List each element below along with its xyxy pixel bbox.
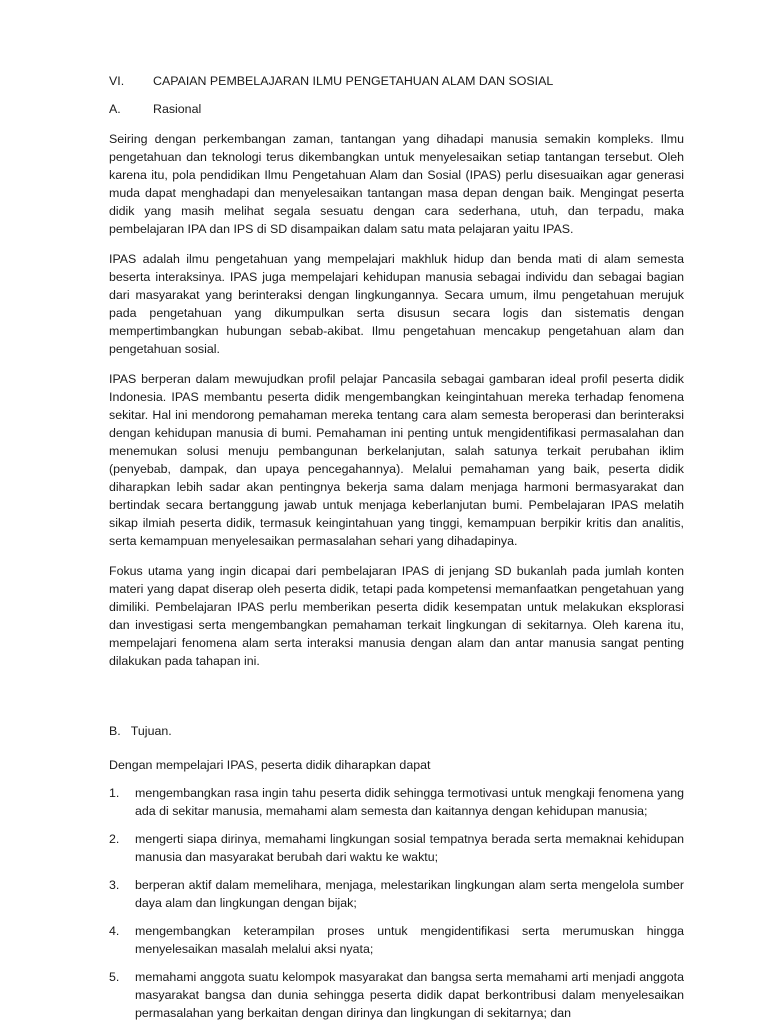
list-item — [109, 922, 684, 958]
paragraph-4: Fokus utama yang ingin dicapai dari pembelajaran IPAS di jenjang SD bukanlah pada jumlah konten materi yang dapat diserap oleh peserta didik, tetapi pada kompetensi memanfaatkan pengetahuan yang dimiliki. Pembelajaran IPAS perlu memberikan peserta didik kesempatan untuk melakukan eksplorasi dan investigasi serta mengembangkan pemahaman terkait lingkungan di sekitarnya. Oleh karena itu, mempelajari fenomena alam serta interaksi manusia dengan alam dan antar manusia sangat penting dilakukan pada tahapan ini. — [109, 564, 684, 668]
list-item-text: mengembangkan keterampilan proses untuk mengidentifikasi serta merumuskan hingga menyelesaikan masalah melalui aksi nyata; — [135, 924, 684, 956]
spacer — [109, 670, 684, 722]
list-item-number: 4. — [109, 924, 120, 938]
section-heading — [109, 72, 684, 90]
subsection-a-heading — [109, 100, 684, 118]
subsection-a-title: Rasional — [153, 102, 202, 116]
list-item — [109, 830, 684, 866]
paragraph-2: IPAS adalah ilmu pengetahuan yang mempelajari makhluk hidup dan benda mati di alam semesta beserta interaksinya. IPAS juga mempelajari kehidupan manusia sebagai individu dan sebagai bagian dari masyarakat yang berinteraksi dengan lingkungannya. Secara umum, ilmu pengetahuan merujuk pada pengetahuan yang dikumpulkan serta disusun secara logis dan sistematis dengan mempertimbangkan hubungan sebab-akibat. Ilmu pengetahuan mencakup pengetahuan alam dan pengetahuan sosial. — [109, 252, 684, 356]
goals-intro: Dengan mempelajari IPAS, peserta didik diharapkan dapat — [109, 758, 431, 772]
list-item-text: memahami anggota suatu kelompok masyarakat dan bangsa serta memahami arti menjadi anggota masyarakat bangsa dan dunia sehingga peserta didik dapat berkontribusi dalam menyelesaikan permasalahan yang berkaitan dengan dirinya dan lingkungan di sekitarnya; dan — [135, 970, 684, 1020]
list-item-number: 2. — [109, 832, 120, 846]
paragraph-3: IPAS berperan dalam mewujudkan profil pelajar Pancasila sebagai gambaran ideal profil peserta didik Indonesia. IPAS membantu peserta didik mengembangkan keingintahuan mereka terhadap fenomena sekitar. Hal ini mendorong pemahaman mereka tentang cara alam semesta beroperasi dan berinteraksi dengan kehidupan manusia di bumi. Pemahaman ini penting untuk mengidentifikasi permasalahan dan menemukan solusi menuju pembangunan berkelanjutan, salah satunya terkait perubahan iklim (penyebab, dampak, dan upaya pencegahannya). Melalui pemahaman yang baik, peserta didik diharapkan lebih sadar akan pentingnya bekerja sama dalam menjaga harmoni bermasyarakat dan bertindak secara bertanggung jawab untuk menjaga keberlanjutan bumi. Pembelajaran IPAS melatih sikap ilmiah peserta didik, termasuk keingintahuan yang tinggi, kemampuan berpikir kritis dan analitis, serta kemampuan menyelesaikan permasalahan sehari yang dihadapinya. — [109, 372, 684, 548]
section-title: CAPAIAN PEMBELAJARAN ILMU PENGETAHUAN ALAM DAN SOSIAL — [153, 74, 554, 88]
goals-list — [109, 784, 684, 1022]
list-item — [109, 784, 684, 820]
list-item-number: 3. — [109, 878, 120, 892]
list-item-text: berperan aktif dalam memelihara, menjaga, melestarikan lingkungan alam serta mengelola sumber daya alam dan lingkungan dengan bijak; — [135, 878, 684, 910]
list-item-number: 1. — [109, 786, 120, 800]
list-item-text: mengembangkan rasa ingin tahu peserta didik sehingga termotivasi untuk mengkaji fenomena yang ada di sekitar manusia, memahami alam semesta dan kaitannya dengan kehidupan manusia; — [135, 786, 684, 818]
subsection-a-number: A. — [109, 102, 121, 116]
list-item — [109, 968, 684, 1022]
list-item-text: mengerti siapa dirinya, memahami lingkungan sosial tempatnya berada serta memaknai kehidupan manusia dan masyarakat berubah dari waktu ke waktu; — [135, 832, 684, 864]
list-item — [109, 876, 684, 912]
section-number: VI. — [109, 74, 125, 88]
paragraph-1: Seiring dengan perkembangan zaman, tantangan yang dihadapi manusia semakin kompleks. Ilmu pengetahuan dan teknologi terus dikembangkan untuk menyelesaikan setiap tantangan tersebut. Oleh karena itu, pola pendidikan Ilmu Pengetahuan Alam dan Sosial (IPAS) perlu disesuaikan agar generasi muda dapat menghadapi dan menyelesaikan tantangan masa depan dengan baik. Mengingat peserta didik yang masih melihat segala sesuatu dengan cara sederhana, utuh, dan terpadu, maka pembelajaran IPA dan IPS di SD disampaikan dalam satu mata pelajaran yaitu IPAS. — [109, 132, 684, 236]
subsection-b-heading: B. Tujuan. — [109, 724, 172, 738]
list-item-number: 5. — [109, 970, 120, 984]
